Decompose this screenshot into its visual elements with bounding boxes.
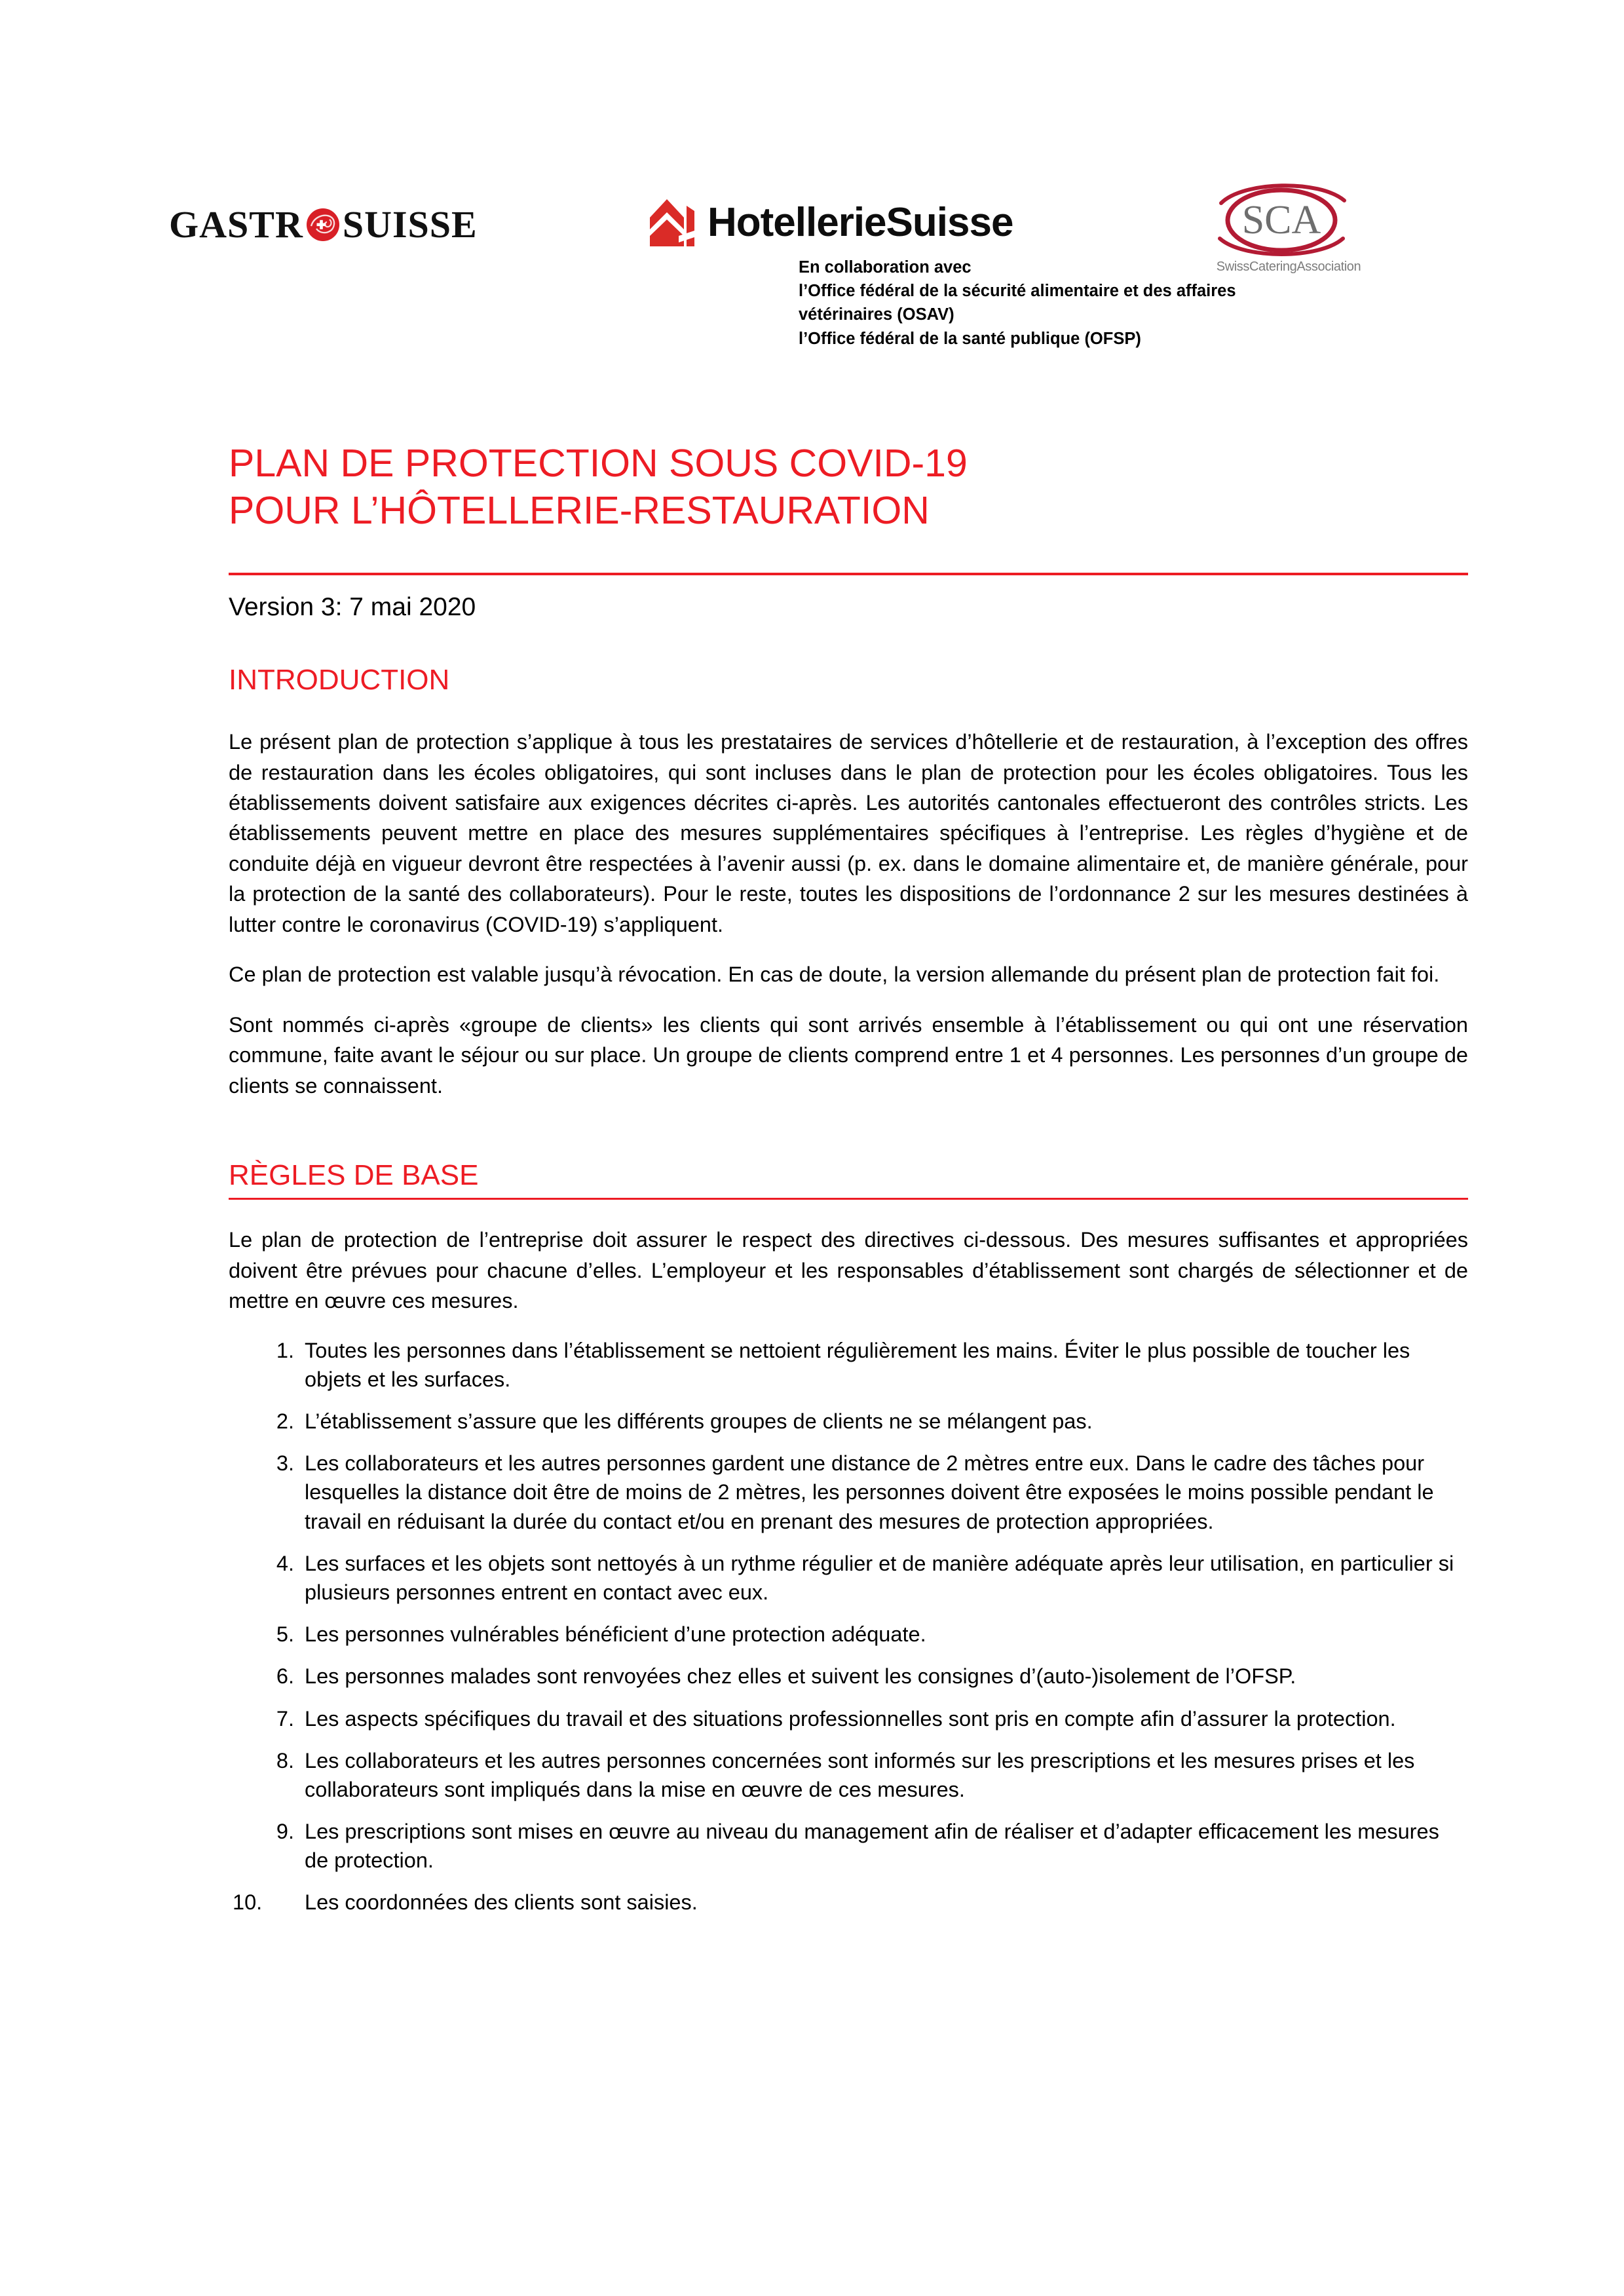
- ellipse-swoosh-icon: [1204, 182, 1359, 258]
- hotelleriesuisse-wordmark: HotellerieSuisse: [708, 200, 1013, 245]
- chevron-house-icon: [647, 198, 696, 248]
- rules-list: [229, 1336, 1468, 1917]
- logo-hotelleriesuisse: [647, 197, 1013, 249]
- spacer: [229, 1120, 1468, 1158]
- collaboration-line-2: l’Office fédéral de la sécurité alimentaire et des affaires: [799, 282, 1236, 301]
- list-item: Les personnes malades sont renvoyées chez elles et suivent les consignes d’(auto-)isolement de l’OFSP.: [305, 1664, 1296, 1689]
- gastrosuisse-wordmark-part1: GASTR: [169, 203, 303, 246]
- document-content: [229, 663, 1468, 1917]
- spacer: [229, 1200, 1468, 1225]
- section-heading-regles-de-base: RÈGLES DE BASE: [229, 1159, 479, 1192]
- collaboration-line-1: En collaboration avec: [799, 258, 972, 277]
- list-item: Les surfaces et les objets sont nettoyés à un rythme régulier et de manière adéquate après leur utilisation, en particulier si plusieurs personnes entrent en contact avec eux.: [305, 1551, 1454, 1604]
- section-heading-introduction: INTRODUCTION: [229, 664, 450, 696]
- list-item: Les coordonnées des clients sont saisies.: [305, 1890, 698, 1915]
- list-item: Les aspects spécifiques du travail et des situations professionnelles sont pris en compte afin d’assurer la protection.: [305, 1706, 1396, 1731]
- collaboration-block: [799, 256, 1454, 351]
- document-version: Version 3: 7 mai 2020: [229, 593, 476, 621]
- introduction-paragraph-1: Le présent plan de protection s’applique à tous les prestataires de services d’hôtellerie et de restauration, à l’exception des offres de restauration dans les écoles obligatoires, qui sont incluses dans le plan de protection pour les écoles obligatoires. Tous les établissements doivent satisfaire aux exigences décrites ci-après. Les autorités cantonales effectueront des contrôles stricts. Les établissements peuvent mettre en place des mesures supplémentaires spécifiques à l’entreprise. Les règles d’hygiène et de conduite déjà en vigueur devront être respectées à l’avenir aussi (p. ex. dans le domaine alimentaire et, de manière générale, pour la protection de la santé des collaborateurs). Pour le reste, toutes les dispositions de l’ordonnance 2 sur les mesures destinées à lutter contre le coronavirus (COVID-19) s’appliquent.: [229, 730, 1468, 936]
- sca-subtitle: SwissCateringAssociation: [1216, 259, 1361, 274]
- svg-text:SCA: SCA: [1241, 198, 1321, 242]
- collaboration-line-3: vétérinaires (OSAV): [799, 305, 954, 324]
- swiss-cross-medallion-icon: [305, 206, 341, 243]
- list-item: Les collaborateurs et les autres personnes gardent une distance de 2 mètres entre eux. Dans le cadre des tâches pour lesquelles la distance doit être de moins de 2 mètres, les personnes doivent être exposées le moins possible pendant le travail en réduisant la durée du contact et/ou en prenant des mesures de protection appropriées.: [305, 1451, 1434, 1533]
- collaboration-line-4: l’Office fédéral de la santé publique (OFSP): [799, 329, 1141, 348]
- list-item: Les personnes vulnérables bénéficient d’une protection adéquate.: [305, 1622, 926, 1647]
- introduction-paragraph-2: Ce plan de protection est valable jusqu’à révocation. En cas de doute, la version allemande du présent plan de protection fait foi.: [229, 963, 1440, 987]
- regles-intro-paragraph: Le plan de protection de l’entreprise doit assurer le respect des directives ci-dessous. Des mesures suffisantes et appropriées doivent être prévues pour chacune d’elles. L’employeur et les responsables d’établissement sont chargés de sélectionner et de mettre en œuvre ces mesures.: [229, 1228, 1468, 1313]
- spacer: [229, 697, 1468, 727]
- list-item: Les prescriptions sont mises en œuvre au niveau du management afin de réaliser et d’adapter efficacement les mesures de protection.: [305, 1820, 1439, 1873]
- title-divider: [229, 573, 1468, 575]
- document-title-line-2: POUR L’HÔTELLERIE-RESTAURATION: [229, 488, 930, 532]
- list-item: Toutes les personnes dans l’établissement se nettoient régulièrement les mains. Éviter le plus possible de toucher les objets et les surfaces.: [305, 1338, 1410, 1391]
- introduction-paragraph-3: Sont nommés ci-après «groupe de clients» les clients qui sont arrivés ensemble à l’établissement ou qui ont une réservation commune, faite avant le séjour ou sur place. Un groupe de clients comprend entre 1 et 4 personnes. Les personnes d’un groupe de clients se connaissent.: [229, 1012, 1468, 1098]
- gastrosuisse-wordmark-part2: SUISSE: [342, 203, 478, 246]
- logo-gastrosuisse: [169, 201, 478, 249]
- document-title: [229, 440, 1473, 535]
- list-item: Les collaborateurs et les autres personnes concernées sont informés sur les prescriptions et les mesures prises et les collaborateurs sont impliqués dans la mise en œuvre de ces mesures.: [305, 1748, 1415, 1801]
- list-item: L’établissement s’assure que les différents groupes de clients ne se mélangent pas.: [305, 1409, 1093, 1433]
- document-title-line-1: PLAN DE PROTECTION SOUS COVID-19: [229, 442, 968, 485]
